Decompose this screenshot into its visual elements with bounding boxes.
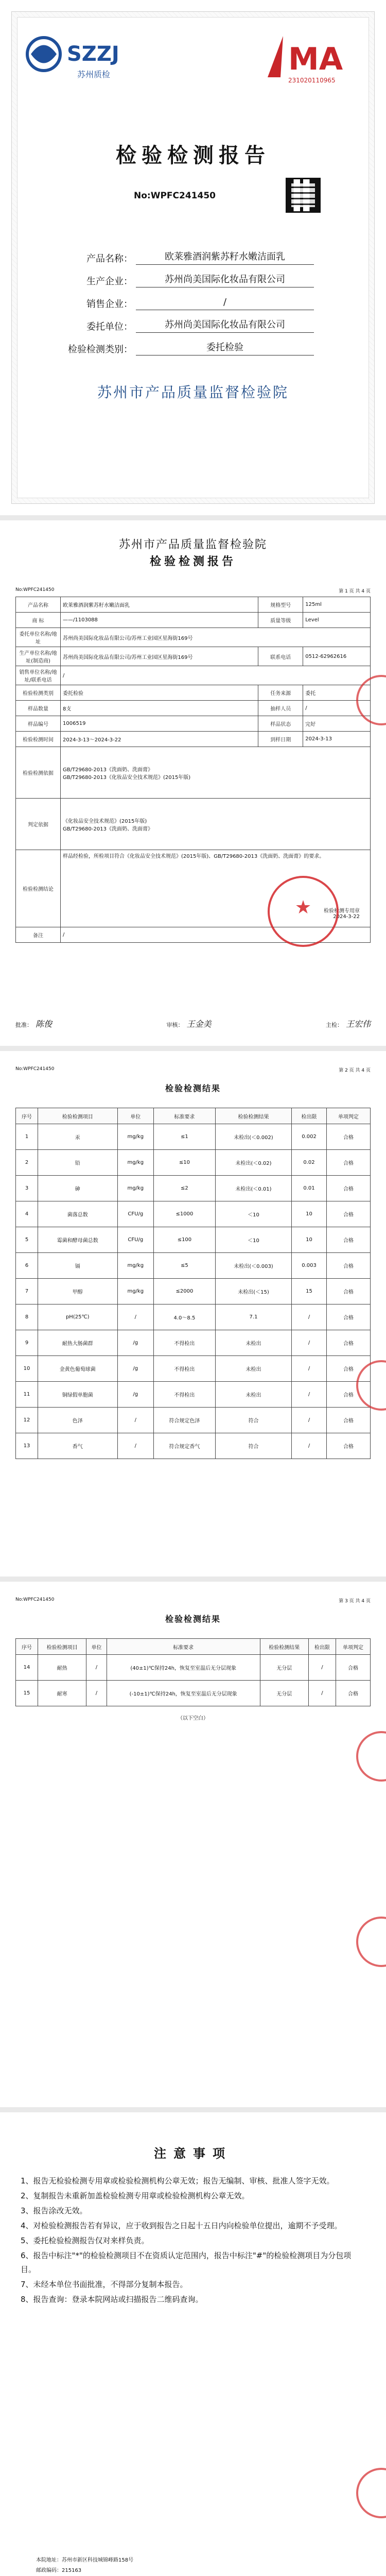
row-key2: 联系电话 [258,647,303,666]
table-cell: 合格 [336,1655,371,1681]
table-row [16,1433,371,1459]
report-institute: 苏州市产品质量监督检验院 [118,538,267,551]
table-row [16,1655,371,1681]
table-cell: / [117,1433,154,1459]
col-header: 检验检测结果 [260,1639,308,1655]
table-cell: 0.002 [292,1124,327,1150]
table-cell: 4.0～8.5 [154,1304,216,1330]
row-value: 8支 [61,701,258,716]
notice-title: 注意事项 [154,2146,232,2161]
approver-label: 批准： [15,1022,32,1028]
row-key2: 到样日期 [258,732,303,747]
table-cell: / [86,1681,107,1706]
table-cell: 耐热大肠菌群 [38,1330,118,1356]
page-seal-edge [356,1917,386,1967]
col-header: 单位 [86,1639,107,1655]
table-cell: 合格 [326,1150,370,1176]
col-header: 检验检测项目 [38,1639,86,1655]
table-cell: 0.003 [292,1253,327,1279]
table-cell: 无分层 [260,1655,308,1681]
table-cell: ≤1 [154,1124,216,1150]
results-page-2 [0,1582,386,2107]
table-cell: 10 [16,1356,38,1382]
row-key2: 样品状态 [258,716,303,732]
table-cell: 9 [16,1330,38,1356]
table-cell: 合格 [336,1681,371,1706]
row-value2: 完好 [303,716,371,732]
col-header: 单位 [117,1108,154,1124]
table-row [16,747,371,799]
table-cell: / [117,1304,154,1330]
field-label: 检验检测类别： [68,344,133,355]
table-row [16,1253,371,1279]
contact-line: 本院地址：苏州市新区科技城锦峰路158号 [36,2557,134,2563]
table-cell: 未检出 [215,1382,291,1408]
col-header: 检验检测结果 [215,1108,291,1124]
col-header: 检验检测项目 [38,1108,118,1124]
table-cell: 5 [16,1227,38,1253]
star-icon: ★ [294,897,312,918]
remark-label: 备注 [16,927,61,943]
row-value2: 委托 [303,685,371,701]
table-cell: ≤2000 [154,1279,216,1304]
table-cell: ≤1000 [154,1201,216,1227]
table-cell: 不得检出 [154,1330,216,1356]
field-seller [67,287,314,310]
row-value2: / [303,701,371,716]
row-value: 欧莱雅酒润紫苏籽水嫩洁面乳 [61,597,258,613]
notice-item: 1、报告无检验检测专用章或检验检测机构公章无效；报告无编制、审核、批准人签字无效。 [21,2176,335,2185]
table-cell: / [292,1408,327,1433]
field-client [67,310,314,333]
table-cell: 7.1 [215,1304,291,1330]
table-row [16,1330,371,1356]
conclusion-label: 检验检测结论 [16,850,61,927]
cover-report-no [134,191,216,201]
table-cell: 不得检出 [154,1356,216,1382]
table-cell: 霉菌和酵母菌总数 [38,1227,118,1253]
blank-below-note: （以下空白） [178,1716,208,1721]
table-cell: / [292,1330,327,1356]
table-cell: 菌落总数 [38,1201,118,1227]
results-body-2 [16,1655,371,1706]
table-row [16,647,371,666]
reviewer-block [166,1018,211,1029]
field-value: 苏州尚美国际化妆品有限公司 [136,272,314,287]
row-value: / [61,666,371,685]
table-cell: ＜10 [215,1201,291,1227]
logo-sub: 苏州质检 [77,70,111,79]
table-row [16,1150,371,1176]
table-cell: 无分层 [260,1681,308,1706]
signature-row [15,1018,371,1029]
table-cell: 符合 [215,1433,291,1459]
table-cell: 合格 [326,1382,370,1408]
table-row [16,716,371,732]
table-row [16,1304,371,1330]
col-header: 单项判定 [336,1639,371,1655]
cover-page [0,0,386,515]
cma-text: MA [288,41,343,77]
table-header-row [16,1108,371,1124]
table-cell: mg/kg [117,1124,154,1150]
row-value2: 0512-62962616 [303,647,371,666]
table-cell: ≤5 [154,1253,216,1279]
report-page-no: 第 1 页 共 4 页 [339,589,371,594]
table-cell: 镉 [38,1253,118,1279]
stamp-text: 检验检测专用章 [324,908,360,914]
logo-text: SZZJ [67,42,119,66]
row-value2: Level [303,613,371,628]
table-cell: 13 [16,1433,38,1459]
table-row [16,701,371,716]
approver-block [15,1018,52,1029]
table-cell: 汞 [38,1124,118,1150]
row-key: 样品数量 [16,701,61,716]
table-cell: 金黄色葡萄球菌 [38,1356,118,1382]
table-cell: 6 [16,1253,38,1279]
table-cell: mg/kg [117,1279,154,1304]
notice-item: 3、报告涂改无效。 [21,2206,87,2215]
table-cell: 符合规定色泽 [154,1408,216,1433]
table-cell: 合格 [326,1201,370,1227]
row-value: 苏州尚美国际化妆品有限公司/苏州工业园区星海街169号 [61,628,371,647]
table-cell: 未检出(＜0.002) [215,1124,291,1150]
row-key2: 任务来源 [258,685,303,701]
results-page-no: 第 2 页 共 4 页 [339,1068,371,1073]
table-cell: ＜10 [215,1227,291,1253]
table-cell: 铅 [38,1150,118,1176]
results-table-2 [15,1638,371,1721]
notice-item: 4、对检验检测报告若有异议，应于收到报告之日起十五日内向检验单位提出，逾期不予受理。 [21,2221,342,2230]
table-row [16,666,371,685]
issue-date: 2024-3-22 [333,914,360,920]
table-cell: 符合 [215,1408,291,1433]
table-cell: 1 [16,1124,38,1150]
table-row [16,613,371,628]
table-cell: 7 [16,1279,38,1304]
field-product [67,242,314,265]
table-cell: (-10±1)℃保持24h，恢复至室温后无分层现象 [107,1681,260,1706]
table-row [16,597,371,613]
page-seal-edge [356,2468,386,2518]
cover-title: 检验检测报告 [116,144,270,167]
table-cell: / [292,1433,327,1459]
table-row [16,685,371,701]
cover-institute: 苏州市产品质量监督检验院 [97,384,289,401]
table-cell: 耐寒 [38,1681,86,1706]
contact-block [36,2555,324,2576]
table-cell: 合格 [326,1304,370,1330]
remark-value: / [61,927,371,943]
table-cell: 合格 [326,1176,370,1201]
results-body-1 [16,1124,371,1459]
table-cell: 15 [292,1279,327,1304]
results-meta [15,1066,371,1073]
row-value: 2024-3-13～2024-3-22 [61,732,258,747]
report-title: 检验检测报告 [149,555,236,568]
results-page-1 [0,1051,386,1577]
table-cell: 合格 [326,1227,370,1253]
table-cell: 合格 [326,1279,370,1304]
table-cell: 合格 [326,1433,370,1459]
table-row [16,1356,371,1382]
row-value: 委托检验 [61,685,258,701]
table-row [16,1176,371,1201]
szzj-logo [21,31,144,88]
report-no-label: No: [134,191,151,201]
table-cell: / [292,1382,327,1408]
table-row [16,628,371,647]
table-cell: / [308,1681,336,1706]
row-key: 商 标 [16,613,61,628]
table-cell: 合格 [326,1408,370,1433]
row-key: 产品名称 [16,597,61,613]
row-key: 样品编号 [16,716,61,732]
table-row [16,799,371,850]
row-value: 1006519 [61,716,258,732]
table-cell: mg/kg [117,1150,154,1176]
table-cell: / [117,1408,154,1433]
page-seal-edge [356,1731,386,1782]
basis-label: 检验检测依据 [16,747,61,799]
col-header: 标准要求 [154,1108,216,1124]
approver-signature: 陈俊 [36,1019,52,1029]
reviewer-signature: 王金美 [186,1019,212,1029]
row-value: ——/1103088 [61,613,258,628]
table-cell: 4 [16,1201,38,1227]
row-value: 苏州尚美国际化妆品有限公司/苏州工业园区星海街169号 [61,647,258,666]
table-cell: 色泽 [38,1408,118,1433]
row-value2: 2024-3-13 [303,732,371,747]
col-header: 序号 [16,1108,38,1124]
table-row [16,1681,371,1706]
field-label: 委托单位： [86,321,133,332]
field-label: 销售企业： [86,299,133,310]
field-label: 生产企业： [86,276,133,287]
table-row [16,732,371,747]
table-cell: mg/kg [117,1253,154,1279]
table-cell: 香气 [38,1433,118,1459]
contact-line: 邮政编码：215163 [36,2568,82,2573]
cma-logo [252,31,365,88]
table-cell: 未检出(＜15) [215,1279,291,1304]
table-cell: 10 [292,1201,327,1227]
field-value: 苏州尚美国际化妆品有限公司 [136,317,314,333]
table-cell: 铜绿假单胞菌 [38,1382,118,1408]
table-cell: 合格 [326,1124,370,1150]
table-cell: 10 [292,1227,327,1253]
cma-no: 231020110965 [288,77,336,84]
table-cell: /g [117,1330,154,1356]
field-value: 欧莱雅酒润紫苏籽水嫩洁面乳 [136,249,314,265]
notice-item: 5、委托检验检测报告仅对来样负责。 [21,2236,149,2245]
notice-list [21,2174,360,2308]
report-header [0,536,386,569]
table-cell: (40±1)℃保持24h，恢复至室温后无分层现象 [107,1655,260,1681]
table-cell: 12 [16,1408,38,1433]
table-cell: 未检出(＜0.01) [215,1176,291,1201]
table-cell: mg/kg [117,1176,154,1201]
results-title: 检验检测结果 [165,1083,221,1093]
col-header: 单项判定 [326,1108,370,1124]
notice-item: 7、未经本单位书面批准，不得部分复制本报告。 [21,2280,188,2289]
row-key2: 抽样人员 [258,701,303,716]
results-no: No:WPFC241450 [15,1066,55,1072]
table-cell: 未检出 [215,1330,291,1356]
row-key: 委托单位名称/地址 [16,628,61,647]
row-key: 检验检测类别 [16,685,61,701]
row-value2: 125ml [303,597,371,613]
notice-item: 2、复制报告未重新加盖检验检测专用章或检验检测机构公章无效。 [21,2191,250,2200]
col-header: 标准要求 [107,1639,260,1655]
qr-code-icon [286,178,321,213]
table-cell: pH(25℃) [38,1304,118,1330]
table-cell: / [292,1304,327,1330]
report-no-value: WPFC241450 [150,191,216,201]
table-header-row [16,1639,371,1655]
table-cell: 2 [16,1150,38,1176]
items-label: 判定依据 [16,799,61,850]
table-cell: /g [117,1356,154,1382]
table-cell: 14 [16,1655,38,1681]
tester-label: 主检： [325,1022,343,1028]
table-cell: 合格 [326,1356,370,1382]
field-value: 委托检验 [136,340,314,355]
table-cell: 15 [16,1681,38,1706]
table-cell: / [86,1655,107,1681]
cover-fields [67,242,314,355]
table-cell: 3 [16,1176,38,1201]
official-seal [268,876,339,947]
row-key: 生产单位名称/地址(制造商) [16,647,61,666]
results-page-no: 第 3 页 共 4 页 [339,1599,371,1604]
results-table-1 [15,1108,371,1459]
notice-item: 8、报告查询：登录本院网站或扫描报告二维码查询。 [21,2295,203,2304]
table-row [16,1201,371,1227]
table-row [16,1124,371,1150]
table-row [16,1408,371,1433]
field-value: / [136,297,314,310]
table-cell: 砷 [38,1176,118,1201]
results-meta [15,1597,371,1604]
table-cell: 耐热 [38,1655,86,1681]
table-cell: ≤100 [154,1227,216,1253]
tester-block [326,1018,371,1029]
table-cell: ≤2 [154,1176,216,1201]
field-label: 产品名称： [86,253,133,264]
table-cell: 合格 [326,1330,370,1356]
table-cell: 8 [16,1304,38,1330]
table-row [16,1382,371,1408]
table-cell: 合格 [326,1253,370,1279]
row-key2: 规格型号 [258,597,303,613]
field-manufacturer [67,265,314,287]
field-category [67,333,314,355]
table-cell: /g [117,1382,154,1408]
conclusion-text: 样品经检验，所检项目符合《化妆品安全技术规范》(2015年版)、GB/T29680-2013《洗面奶、洗面膏》的要求。 [63,854,325,859]
col-header: 检出限 [308,1639,336,1655]
row-key: 销售单位名称/地址/联系电话 [16,666,61,685]
table-cell: 未检出(＜0.003) [215,1253,291,1279]
col-header: 检出限 [292,1108,327,1124]
table-cell: 11 [16,1382,38,1408]
table-cell: 未检出 [215,1356,291,1382]
table-cell: 甲醇 [38,1279,118,1304]
col-header: 序号 [16,1639,38,1655]
items-value: 《化妆品安全技术规范》(2015年版) GB/T29680-2013《洗面奶、洗面膏》 [61,799,371,850]
table-cell: 0.01 [292,1176,327,1201]
report-no: No:WPFC241450 [15,587,55,592]
table-cell: 不得检出 [154,1382,216,1408]
table-row [16,1279,371,1304]
table-cell: CFU/g [117,1201,154,1227]
row-key2: 质量等级 [258,613,303,628]
tester-signature: 王宏伟 [345,1019,371,1029]
report-meta [15,587,371,594]
table-cell: / [308,1655,336,1681]
results-no: No:WPFC241450 [15,1597,55,1602]
table-cell: 0.02 [292,1150,327,1176]
basis-value: GB/T29680-2013《洗面奶、洗面膏》 GB/T29680-2013《化妆品安全技术规范》(2015年版) [61,747,371,799]
row-key: 检验检测时间 [16,732,61,747]
table-cell: CFU/g [117,1227,154,1253]
table-cell: ≤10 [154,1150,216,1176]
report-page [0,520,386,1046]
table-cell: 符合规定香气 [154,1433,216,1459]
results-title: 检验检测结果 [165,1614,221,1624]
reviewer-label: 审核： [166,1022,184,1028]
notice-item: 6、报告中标注"*"的检验检测项目不在资质认定范围内，报告中标注"#"的检验检测项目为分包项目。 [21,2251,352,2274]
table-cell: / [292,1356,327,1382]
table-row [16,1227,371,1253]
table-cell: 未检出(＜0.02) [215,1150,291,1176]
notice-page [0,2112,386,2576]
